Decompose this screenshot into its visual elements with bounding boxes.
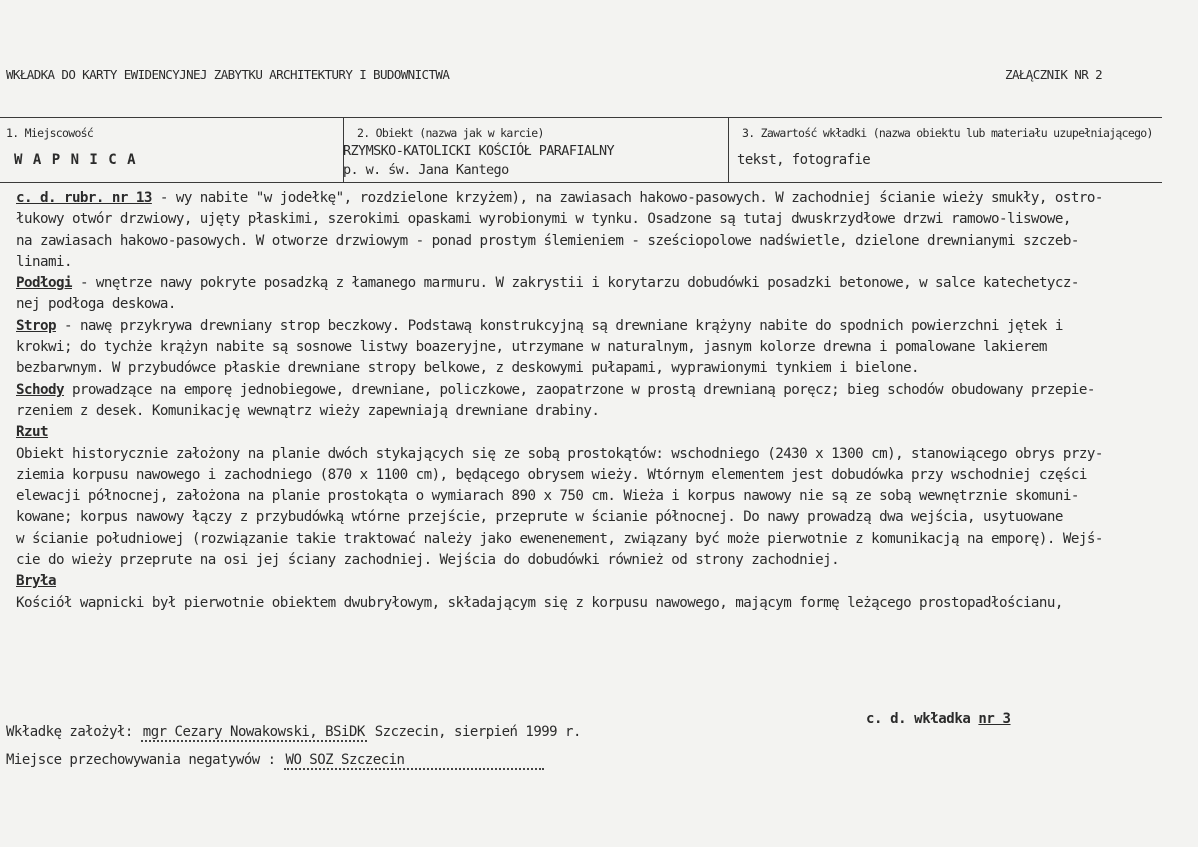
author-line	[6, 724, 581, 742]
text-line: rzeniem z desek. Komunikację wewnątrz wieży zapewniają drewniane drabiny.	[16, 402, 600, 419]
field-locality-value: W A P N I C A	[14, 152, 137, 168]
text-line: nej podłoga deskowa.	[16, 296, 176, 313]
text-span: - nawę przykrywa drewniany strop beczkowy. Podstawą konstrukcyjną są drewniane krążyny nabite do spodnich powierzchni jętek i	[55, 317, 1063, 334]
text-line: Kościół wapnicki był pierwotnie obiektem dwubryłowym, składającym się z korpusu nawowego, mającym formę leżącego prostopadłościanu,	[16, 594, 1063, 611]
text-span: prowadzące na emporę jednobiegowe, drewniane, policzkowe, zaopatrzone w prostą drewnianą poręcz; bieg schodów obudowany przepie-	[63, 381, 1095, 398]
top-rule	[0, 117, 1162, 118]
text-span: - wy nabite "w jodełkę", rozdzielone krzyżem), na zawiasach hakowo-pasowych. W zachodniej ścianie wieży smukły, ostro-	[151, 190, 1103, 206]
bottom-rule	[0, 182, 1162, 183]
field-contents-label: 3. Zawartość wkładki (nazwa obiektu lub materiału uzupełniającego)	[742, 126, 1153, 140]
section-heading-massing: Bryła	[16, 573, 56, 590]
continued-note	[866, 711, 1011, 727]
document-title: WKŁADKA DO KARTY EWIDENCYJNEJ ZABYTKU ARCHITEKTURY I BUDOWNICTWA	[6, 67, 450, 82]
text-line: w ścianie południowej (rozwiązanie takie traktować należy jako ewenenement, związany być może pierwotnie z komunikacją na emporę). Wejś-	[16, 530, 1103, 547]
field-contents-value: tekst, fotografie	[737, 152, 871, 168]
section-heading-continued: c. d. rubr. nr 13	[16, 190, 152, 206]
text-line: na zawiasach hakowo-pasowych. W otworze drzwiowym - ponad prostym ślemieniem - sześciopolowe nadświetle, dzielone drewnianymi szczeb-	[16, 232, 1079, 249]
text-line: elewacji północnej, założona na planie prostokąta o wymiarach 890 x 750 cm. Wieża i korpus nawowy nie są ze sobą wewnętrznie skomuni-	[16, 488, 1079, 505]
section-heading-plan: Rzut	[16, 424, 48, 441]
text-line: cie do wieży przeprute na osi jej ściany zachodniej. Wejścia do dobudówki również od strony zachodniej.	[16, 552, 840, 569]
description-text	[16, 188, 1178, 614]
text-line	[16, 273, 1178, 294]
field-object-label: 2. Obiekt (nazwa jak w karcie)	[357, 126, 544, 140]
section-heading-stairs: Schody	[16, 381, 64, 398]
storage-line	[6, 752, 544, 770]
storage-value: WO SOZ Szczecin	[284, 752, 545, 770]
text-line: krokwi; do tychże krążyn nabite są sosnowe listwy boazeryjne, utrzymane w naturalnym, jasnym kolorze drewna i pomalowane lakierem	[16, 339, 1047, 356]
text-line: Obiekt historycznie założony na planie dwóch stykających się ze sobą prostokątów: wschodniego (2430 x 1300 cm), stanowiącego obrys przy-	[16, 445, 1103, 462]
text-line: bezbarwnym. W przybudówce płaskie drewniane stropy belkowe, z deskowymi pułapami, wyprawionymi tynkiem i bielone.	[16, 360, 920, 377]
column-divider-2	[728, 118, 729, 182]
text-line: ziemia korpusu nawowego i zachodniego (870 x 1100 cm), będącego obrysem wieży. Wtórnym elementem jest dobudówka przy wschodniej części	[16, 466, 1087, 483]
field-locality-label: 1. Miejscowość	[6, 126, 94, 140]
author-rest: Szczecin, sierpień 1999 r.	[366, 724, 581, 740]
text-line: łukowy otwór drzwiowy, ujęty płaskimi, szerokimi opaskami wyrobionymi w tynku. Osadzone są tutaj dwuskrzydłowe drzwi ramowo-liswowe,	[16, 211, 1071, 228]
field-object-value-line1: RZYMSKO-KATOLICKI KOŚCIÓŁ PARAFIALNY	[343, 143, 614, 159]
section-heading-ceiling: Strop	[16, 317, 56, 334]
text-span: - wnętrze nawy pokryte posadzką z łamanego marmuru. W zakrystii i korytarzu dobudówki posadzki betonowe, w salce katechetycz-	[71, 275, 1079, 292]
field-object-value-line2: p. w. św. Jana Kantego	[343, 162, 509, 178]
section-heading-floors: Podłogi	[16, 275, 72, 292]
author-value: mgr Cezary Nowakowski, BSiDK	[142, 724, 365, 740]
text-line	[16, 380, 1178, 401]
text-line: linami.	[16, 253, 72, 270]
storage-label: Miejsce przechowywania negatywów :	[6, 752, 284, 768]
continued-prefix: c. d. wkładka	[866, 711, 979, 727]
author-label: Wkładkę założył:	[6, 724, 141, 740]
text-line	[16, 188, 1178, 209]
text-line	[16, 316, 1178, 337]
text-line: kowane; korpus nawowy łączy z przybudówką wtórne przejście, przeprute w ścianie północnej. Do nawy prowadzą dwa wejścia, usytuowane	[16, 509, 1063, 526]
continued-number: nr 3	[978, 711, 1011, 727]
annex-number: ZAŁĄCZNIK NR 2	[1005, 67, 1102, 82]
